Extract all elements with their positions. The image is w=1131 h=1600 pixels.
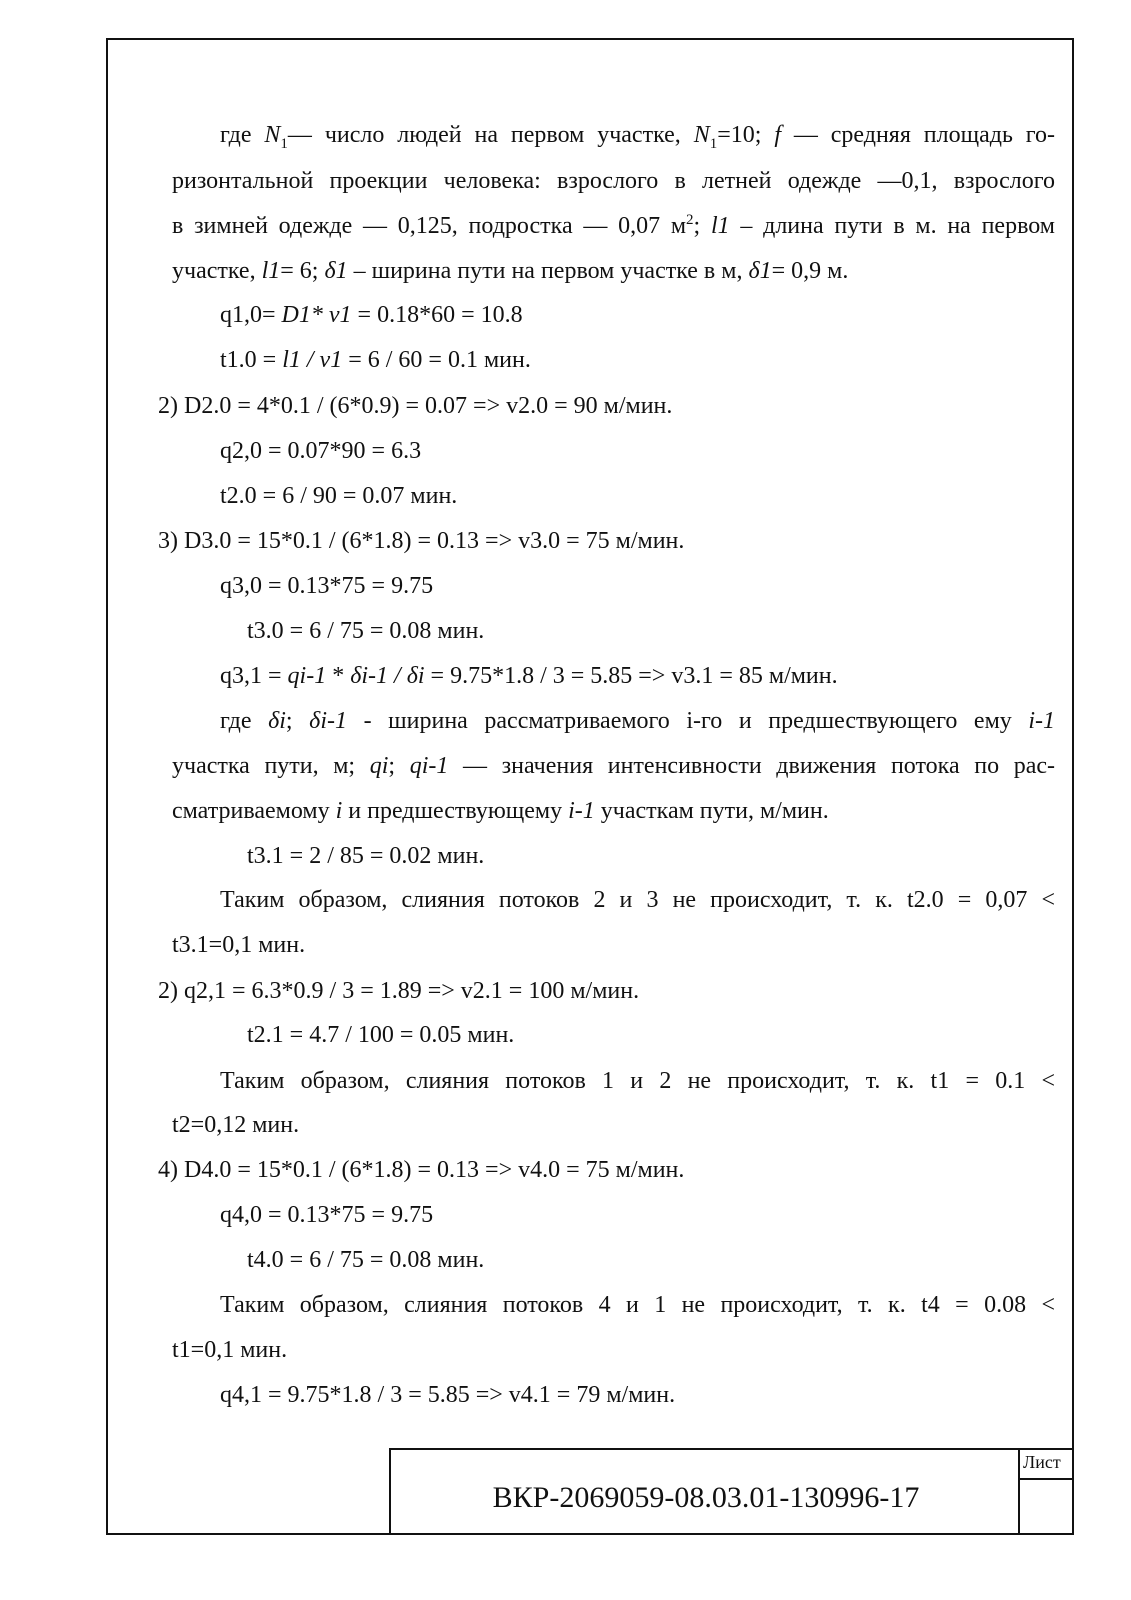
text-segment: t2.1 = 4.7 / 100 = 0.05 мин. xyxy=(247,1022,515,1048)
text-segment: N xyxy=(693,122,710,148)
text-segment: q4,1 = 9.75*1.8 / 3 = 5.85 => v4.1 = 79 м/мин. xyxy=(220,1382,676,1408)
text-segment: q2,0 = 0.07*90 = 6.3 xyxy=(220,438,422,464)
text-segment: q3,0 = 0.13*75 = 9.75 xyxy=(220,573,434,599)
text-line xyxy=(220,661,838,691)
text-segment: ; xyxy=(285,708,310,734)
text-segment: = 6; xyxy=(280,258,325,284)
text-segment: l1 xyxy=(261,258,281,284)
text-segment: D1* v1 xyxy=(281,302,352,328)
text-segment: δ1 xyxy=(324,258,348,284)
text-segment: ризонтальной проекции человека: взрослого в летней одежде —0,1, взрослого xyxy=(172,168,1055,194)
text-segment: δi-1 xyxy=(309,708,347,734)
text-segment: ; xyxy=(388,753,410,779)
text-segment: qi-1 xyxy=(409,753,449,779)
text-segment: δ1 xyxy=(748,258,772,284)
text-segment: q3,1 = xyxy=(220,663,288,689)
text-segment: i-1 xyxy=(1028,708,1056,734)
text-segment: t1=0,1 мин. xyxy=(172,1337,288,1363)
text-segment: N xyxy=(264,122,281,148)
text-segment: 1 xyxy=(280,135,288,152)
text-segment: Таким образом, слияния потоков 1 и 2 не происходит, т. к. t1 = 0.1 < xyxy=(220,1068,1055,1094)
text-line xyxy=(247,616,484,646)
text-segment: — значения интенсивности движения потока по рас- xyxy=(448,753,1056,779)
sheet-label: Лист xyxy=(1023,1452,1061,1472)
text-line xyxy=(158,391,672,421)
text-segment: ; xyxy=(693,213,711,239)
text-line xyxy=(220,885,1055,915)
text-line xyxy=(220,571,433,601)
text-segment: участка пути, м; xyxy=(172,753,370,779)
text-segment: t2.0 = 6 / 90 = 0.07 мин. xyxy=(220,483,458,509)
text-line xyxy=(172,211,1055,241)
sheet-cell xyxy=(1018,1448,1074,1535)
text-segment: участке, xyxy=(172,258,262,284)
text-line xyxy=(172,751,1055,781)
text-segment: 2) D2.0 = 4*0.1 / (6*0.9) = 0.07 => v2.0 = 90 м/мин. xyxy=(158,393,673,419)
text-segment: где xyxy=(220,122,265,148)
text-line xyxy=(172,796,829,826)
text-segment: в зимней одежде — 0,125, подростка — 0,07 м xyxy=(172,213,687,239)
text-segment: 4) D4.0 = 15*0.1 / (6*1.8) = 0.13 => v4.0 = 75 м/мин. xyxy=(158,1157,685,1183)
text-segment: 2) q2,1 = 6.3*0.9 / 3 = 1.89 => v2.1 = 100 м/мин. xyxy=(158,978,640,1004)
text-segment: t3.1 = 2 / 85 = 0.02 мин. xyxy=(247,843,485,869)
text-segment: l1 / v1 xyxy=(282,347,343,373)
text-line xyxy=(158,526,684,556)
text-line xyxy=(172,256,848,286)
text-segment: 3) D3.0 = 15*0.1 / (6*1.8) = 0.13 => v3.0 = 75 м/мин. xyxy=(158,528,685,554)
text-line xyxy=(172,930,305,960)
text-line xyxy=(247,1245,484,1275)
text-segment: – ширина пути на первом участке в м, xyxy=(347,258,749,284)
text-line xyxy=(172,1335,287,1365)
text-segment: и предшествующему xyxy=(342,798,569,824)
text-segment: t3.0 = 6 / 75 = 0.08 мин. xyxy=(247,618,485,644)
text-segment: — число людей на первом участке, xyxy=(287,122,694,148)
text-segment: δi xyxy=(268,708,286,734)
text-line xyxy=(220,436,421,466)
text-segment: i-1 xyxy=(568,798,595,824)
text-segment: qi xyxy=(369,753,389,779)
text-segment: =10; xyxy=(717,122,775,148)
text-segment: - ширина рассматриваемого i-го и предшествующего ему xyxy=(347,708,1029,734)
text-line xyxy=(220,300,523,330)
text-segment: δi-1 / δi xyxy=(350,663,425,689)
text-segment: = 0,9 м. xyxy=(771,258,849,284)
text-segment: — средняя площадь го- xyxy=(780,122,1056,148)
text-line xyxy=(220,120,1055,150)
text-line xyxy=(247,1020,514,1050)
text-segment: t4.0 = 6 / 75 = 0.08 мин. xyxy=(247,1247,485,1273)
text-segment: Таким образом, слияния потоков 4 и 1 не происходит, т. к. t4 = 0.08 < xyxy=(220,1292,1055,1318)
text-segment: участкам пути, м/мин. xyxy=(594,798,829,824)
text-line xyxy=(220,1380,675,1410)
text-segment: q1,0= xyxy=(220,302,282,328)
text-line xyxy=(220,481,457,511)
text-segment: – длина пути в м. на первом xyxy=(729,213,1055,239)
text-segment: l1 xyxy=(710,213,730,239)
text-segment: f xyxy=(774,122,781,148)
text-line xyxy=(172,166,1055,196)
text-line xyxy=(158,976,639,1006)
text-segment: = 6 / 60 = 0.1 мин. xyxy=(342,347,531,373)
title-block xyxy=(389,1448,1074,1535)
text-line xyxy=(220,706,1055,736)
text-segment: = 9.75*1.8 / 3 = 5.85 => v3.1 = 85 м/мин. xyxy=(424,663,838,689)
text-line xyxy=(220,1066,1055,1096)
text-segment: t3.1=0,1 мин. xyxy=(172,932,306,958)
text-line xyxy=(247,841,484,871)
text-line xyxy=(172,1110,299,1140)
sheet-divider xyxy=(1020,1478,1074,1480)
text-segment: где xyxy=(220,708,269,734)
text-line xyxy=(220,1200,433,1230)
text-segment: i xyxy=(335,798,343,824)
text-segment: 1 xyxy=(709,135,718,152)
document-code: ВКР-2069059-08.03.01-130996-17 xyxy=(492,1481,920,1514)
text-segment: t2=0,12 мин. xyxy=(172,1112,300,1138)
text-segment: = 0.18*60 = 10.8 xyxy=(351,302,523,328)
text-segment: * xyxy=(326,663,351,689)
text-segment: q4,0 = 0.13*75 = 9.75 xyxy=(220,1202,434,1228)
text-line xyxy=(220,345,531,375)
text-segment: qi-1 xyxy=(287,663,327,689)
text-segment: Таким образом, слияния потоков 2 и 3 не происходит, т. к. t2.0 = 0,07 < xyxy=(220,887,1055,913)
text-segment: сматриваемому xyxy=(172,798,336,824)
text-segment: t1.0 = xyxy=(220,347,283,373)
text-line xyxy=(220,1290,1055,1320)
text-segment: 2 xyxy=(686,212,694,228)
text-line xyxy=(158,1155,684,1185)
